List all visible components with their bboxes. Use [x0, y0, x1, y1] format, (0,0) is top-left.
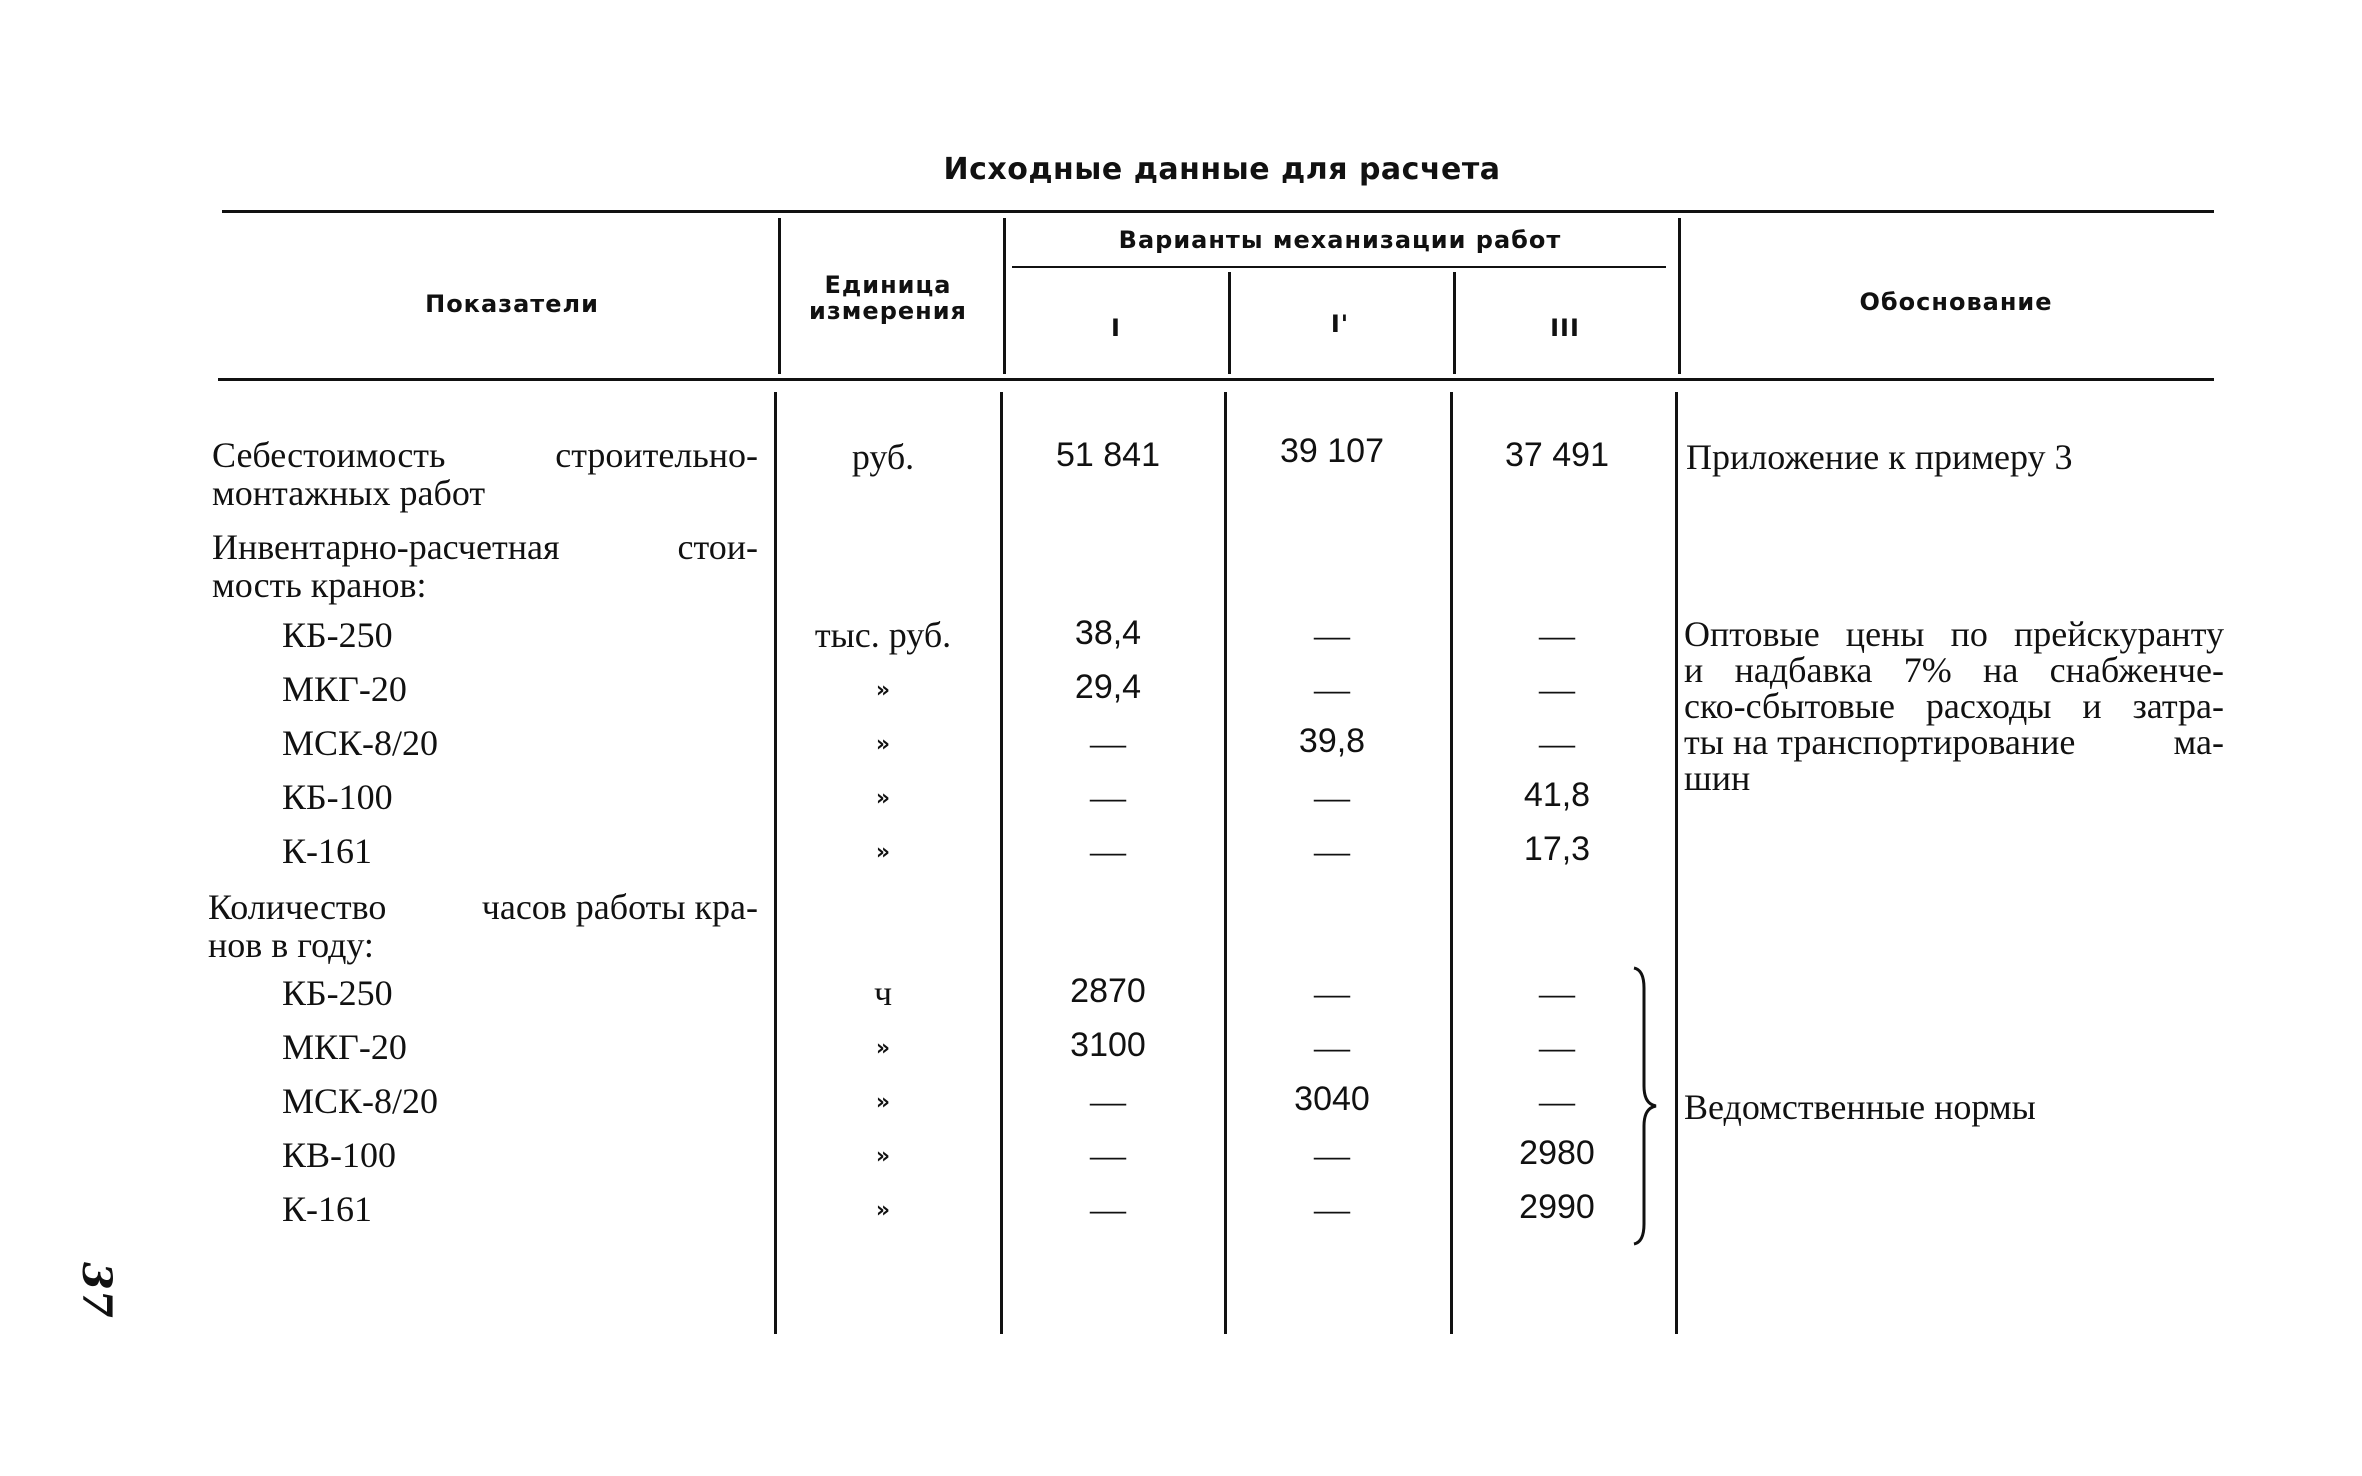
- col-divider: [1224, 392, 1227, 1334]
- cost-v2: 39 107: [1280, 432, 1384, 470]
- col-divider: [1000, 392, 1003, 1334]
- hours-row-value: —: [1539, 973, 1575, 1013]
- price-row-unit: »: [875, 678, 891, 703]
- hours-row-unit: »: [875, 1144, 891, 1169]
- hours-row-value: —: [1539, 1027, 1575, 1067]
- price-row-value: 17,3: [1523, 830, 1591, 868]
- price-row-value: 29,4: [1074, 668, 1142, 706]
- price-row-value: 39,8: [1298, 722, 1366, 760]
- hours-row-unit: ч: [873, 973, 893, 1013]
- price-row-name: МКГ-20: [282, 669, 407, 709]
- hours-row-name: К-161: [282, 1189, 372, 1229]
- hours-row-name: КВ-100: [282, 1135, 397, 1175]
- cost-label: Себестоимость строительно- монтажных работ: [212, 435, 758, 513]
- hours-row-value: 3100: [1070, 1026, 1146, 1064]
- hours-label: Количество часов работы кра- нов в году:: [208, 887, 758, 965]
- price-row-value: —: [1314, 831, 1350, 871]
- page-number: 37: [73, 1262, 120, 1318]
- header-variant-3: III: [1550, 314, 1580, 342]
- hours-row-value: 2870: [1070, 972, 1146, 1010]
- brace-icon: [1628, 966, 1668, 1246]
- hours-row-value: —: [1090, 1135, 1126, 1175]
- variants-rule: [1012, 266, 1666, 268]
- price-row-value: —: [1539, 615, 1575, 655]
- hours-row-value: —: [1314, 973, 1350, 1013]
- header-indicators: Показатели: [425, 290, 599, 318]
- price-row-value: —: [1314, 615, 1350, 655]
- header-variant-1: I: [1111, 314, 1121, 342]
- hours-row-value: —: [1314, 1189, 1350, 1229]
- price-row-value: —: [1539, 669, 1575, 709]
- top-rule: [222, 210, 2214, 213]
- hours-row-unit: »: [875, 1198, 891, 1223]
- price-row-value: —: [1539, 723, 1575, 763]
- cost-basis: Приложение к примеру 3: [1686, 437, 2073, 477]
- hours-row-value: 2980: [1519, 1134, 1595, 1172]
- price-label: Инвентарно-расчетная стои- мость кранов:: [212, 527, 758, 605]
- col-divider: [1228, 272, 1231, 374]
- price-row-unit: »: [875, 786, 891, 811]
- price-row-value: —: [1314, 777, 1350, 817]
- price-basis: Оптовые цены по прейскуранту и надбавка 7% на снабженче- ско-сбытовые расходы и затра- ты на транспортирование ма- шин: [1684, 614, 2224, 798]
- hours-row-value: —: [1090, 1081, 1126, 1121]
- price-row-value: 38,4: [1074, 614, 1142, 652]
- hours-row-value: —: [1314, 1027, 1350, 1067]
- hours-row-name: МСК-8/20: [282, 1081, 439, 1121]
- hours-row-value: 2990: [1519, 1188, 1595, 1226]
- table-title: Исходные данные для расчета: [943, 152, 1501, 187]
- price-row-name: КБ-250: [282, 615, 393, 655]
- cost-v3: 37 491: [1505, 436, 1609, 474]
- hours-row-value: —: [1539, 1081, 1575, 1121]
- header-variants: Варианты механизации работ: [1118, 226, 1562, 254]
- price-row-value: —: [1090, 723, 1126, 763]
- col-divider: [1678, 218, 1681, 374]
- header-unit: Единица измерения: [809, 271, 967, 325]
- hours-basis: Ведомственные нормы: [1684, 1087, 2036, 1127]
- col-divider: [774, 392, 777, 1334]
- price-row-name: КБ-100: [282, 777, 393, 817]
- cost-v1: 51 841: [1056, 436, 1160, 474]
- price-row-name: К-161: [282, 831, 372, 871]
- col-divider: [778, 218, 781, 374]
- header-variant-2: I': [1330, 310, 1350, 338]
- col-divider: [1003, 218, 1006, 374]
- header-rule: [218, 378, 2214, 381]
- header-basis: Обоснование: [1859, 288, 2053, 316]
- price-row-value: —: [1090, 777, 1126, 817]
- price-row-unit: »: [875, 840, 891, 865]
- price-row-value: —: [1090, 831, 1126, 871]
- price-row-value: 41,8: [1523, 776, 1591, 814]
- hours-row-value: —: [1090, 1189, 1126, 1229]
- col-divider: [1450, 392, 1453, 1334]
- hours-row-name: МКГ-20: [282, 1027, 407, 1067]
- price-row-unit: тыс. руб.: [814, 615, 952, 655]
- hours-row-unit: »: [875, 1090, 891, 1115]
- price-row-value: —: [1314, 669, 1350, 709]
- hours-row-value: 3040: [1294, 1080, 1370, 1118]
- hours-row-name: КБ-250: [282, 973, 393, 1013]
- hours-row-unit: »: [875, 1036, 891, 1061]
- col-divider: [1453, 272, 1456, 374]
- price-row-unit: »: [875, 732, 891, 757]
- hours-row-value: —: [1314, 1135, 1350, 1175]
- price-row-name: МСК-8/20: [282, 723, 439, 763]
- col-divider: [1675, 392, 1678, 1334]
- cost-unit: руб.: [851, 437, 915, 477]
